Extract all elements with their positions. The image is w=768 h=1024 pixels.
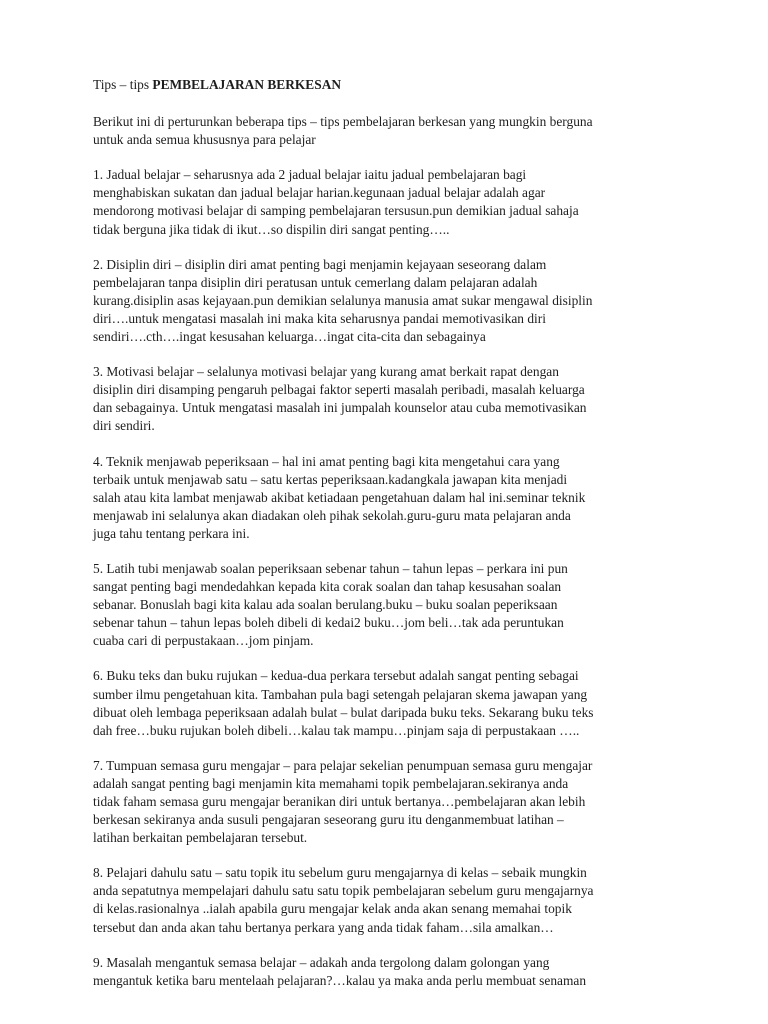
- text-line: sendiri….cth….ingat kesusahan keluarga…ingat cita-cita dan sebagainya: [93, 329, 486, 345]
- text-line: kurang.disiplin asas kejayaan.pun demikian selalunya manusia amat sukar mengawal disiplin: [93, 292, 593, 308]
- text-line: sebanar. Bonuslah bagi kita kalau ada soalan berulang.buku – buku soalan peperiksaan: [93, 597, 558, 613]
- paragraph: [93, 256, 683, 346]
- text-line: di kelas.rasionalnya ..ialah apabila guru mengajar kelak anda akan senang memahai topik: [93, 901, 572, 917]
- text-line: diri….untuk mengatasi masalah ini maka kita seharusnya pandai memotivasikan diri: [93, 310, 546, 326]
- text-line: pembelajaran tanpa disiplin diri peratusan untuk cemerlang dalam pelajaran adalah: [93, 274, 538, 290]
- text-line: sumber ilmu pengetahuan kita. Tambahan pula bagi setengah pelajaran skema jawapan yang: [93, 686, 588, 702]
- text-line: dibuat oleh lembaga peperiksaan adalah bulat – bulat daripada buku teks. Sekarang buku teks: [93, 704, 594, 720]
- text-line: Berikut ini di perturunkan beberapa tips – tips pembelajaran berkesan yang mungkin berguna: [93, 114, 593, 130]
- text-line: diri sendiri.: [93, 418, 155, 434]
- paragraph: [93, 453, 683, 543]
- text-line: 2. Disiplin diri – disiplin diri amat penting bagi menjamin kejayaan seseorang dalam: [93, 256, 547, 272]
- text-line: untuk anda semua khususnya para pelajar: [93, 132, 316, 148]
- paragraph: [93, 954, 683, 990]
- text-line: 5. Latih tubi menjawab soalan peperiksaan sebenar tahun – tahun lepas – perkara ini pun: [93, 560, 568, 576]
- paragraph: [93, 113, 683, 149]
- text-line: 9. Masalah mengantuk semasa belajar – adakah anda tergolong dalam golongan yang: [93, 954, 550, 970]
- paragraph: [93, 667, 683, 739]
- text-line: tidak berguna jika tidak di ikut…so dispilin diri sangat penting…..: [93, 221, 450, 237]
- text-line: disiplin diri disamping pengaruh pelbagai faktor seperti masalah peribadi, masalah keluarga: [93, 382, 585, 398]
- text-line: anda sepatutnya mempelajari dahulu satu satu topik pembelajaran sebelum guru mengajarnya: [93, 883, 594, 899]
- paragraph: [93, 757, 683, 847]
- text-line: 6. Buku teks dan buku rujukan – kedua-dua perkara tersebut adalah sangat penting sebagai: [93, 668, 579, 684]
- document-title: [93, 76, 683, 94]
- text-line: 8. Pelajari dahulu satu – satu topik itu sebelum guru mengajarnya di kelas – sebaik mungkin: [93, 865, 587, 881]
- document-body: [93, 113, 683, 990]
- text-line: menjawab ini selalunya akan diadakan oleh pihak sekolah.guru-guru mata pelajaran anda: [93, 507, 571, 523]
- text-line: 1. Jadual belajar – seharusnya ada 2 jadual belajar iaitu jadual pembelajaran bagi: [93, 167, 527, 183]
- text-line: sebenar tahun – tahun lepas boleh dibeli di kedai2 buku…jom beli…tak ada peruntukan: [93, 615, 564, 631]
- document-page: [93, 76, 683, 1007]
- text-line: cuaba cari di perpustakaan…jom pinjam.: [93, 633, 314, 649]
- text-line: tersebut dan anda akan tahu bertanya perkara yang anda tidak faham…sila amalkan…: [93, 919, 554, 935]
- text-line: latihan berkaitan pembelajaran tersebut.: [93, 830, 308, 846]
- text-line: 3. Motivasi belajar – selalunya motivasi belajar yang kurang amat berkait rapat dengan: [93, 364, 559, 380]
- text-line: salah atau kita lambat menjawab akibat ketiadaan pengetahuan dalam hal ini.seminar teknik: [93, 489, 586, 505]
- text-line: 4. Teknik menjawab peperiksaan – hal ini amat penting bagi kita mengetahui cara yang: [93, 453, 560, 469]
- text-line: mendorong motivasi belajar di samping pembelajaran tersusun.pun demikian jadual sahaja: [93, 203, 579, 219]
- text-line: tidak faham semasa guru mengajar beranikan diri untuk bertanya…pembelajaran akan lebih: [93, 794, 586, 809]
- title-bold: PEMBELAJARAN BERKESAN: [152, 77, 342, 92]
- text-line: dah free…buku rujukan boleh dibeli…kalau tak mampu…pinjam saja di perpustakaan …..: [93, 722, 580, 738]
- paragraph: [93, 864, 683, 936]
- paragraph: [93, 363, 683, 435]
- text-line: menghabiskan sukatan dan jadual belajar harian.kegunaan jadual belajar adalah agar: [93, 185, 546, 201]
- paragraph: [93, 166, 683, 238]
- text-line: juga tahu tentang perkara ini.: [93, 525, 250, 541]
- paragraph: [93, 560, 683, 650]
- text-line: 7. Tumpuan semasa guru mengajar – para pelajar sekelian penumpuan semasa guru mengajar: [93, 757, 593, 773]
- text-line: terbaik untuk menjawab satu – satu kertas peperiksaan.kadangkala jawapan kita menjadi: [93, 471, 568, 487]
- text-line: sangat penting bagi mendedahkan kepada kita corak soalan dan tahap kesusahan soalan: [93, 579, 562, 595]
- title-prefix: Tips – tips: [93, 77, 153, 92]
- text-line: adalah sangat penting bagi menjamin kita memahami topik pembelajaran.sekiranya anda: [93, 775, 569, 791]
- text-line: mengantuk ketika baru mentelaah pelajaran?…kalau ya maka anda perlu membuat senaman: [93, 972, 587, 988]
- text-line: dan sebagainya. Untuk mengatasi masalah ini jumpalah kounselor atau cuba memotivasikan: [93, 400, 587, 416]
- text-line: berkesan sekiranya anda susuli pengajaran seseorang guru itu denganmembuat latihan –: [93, 812, 564, 828]
